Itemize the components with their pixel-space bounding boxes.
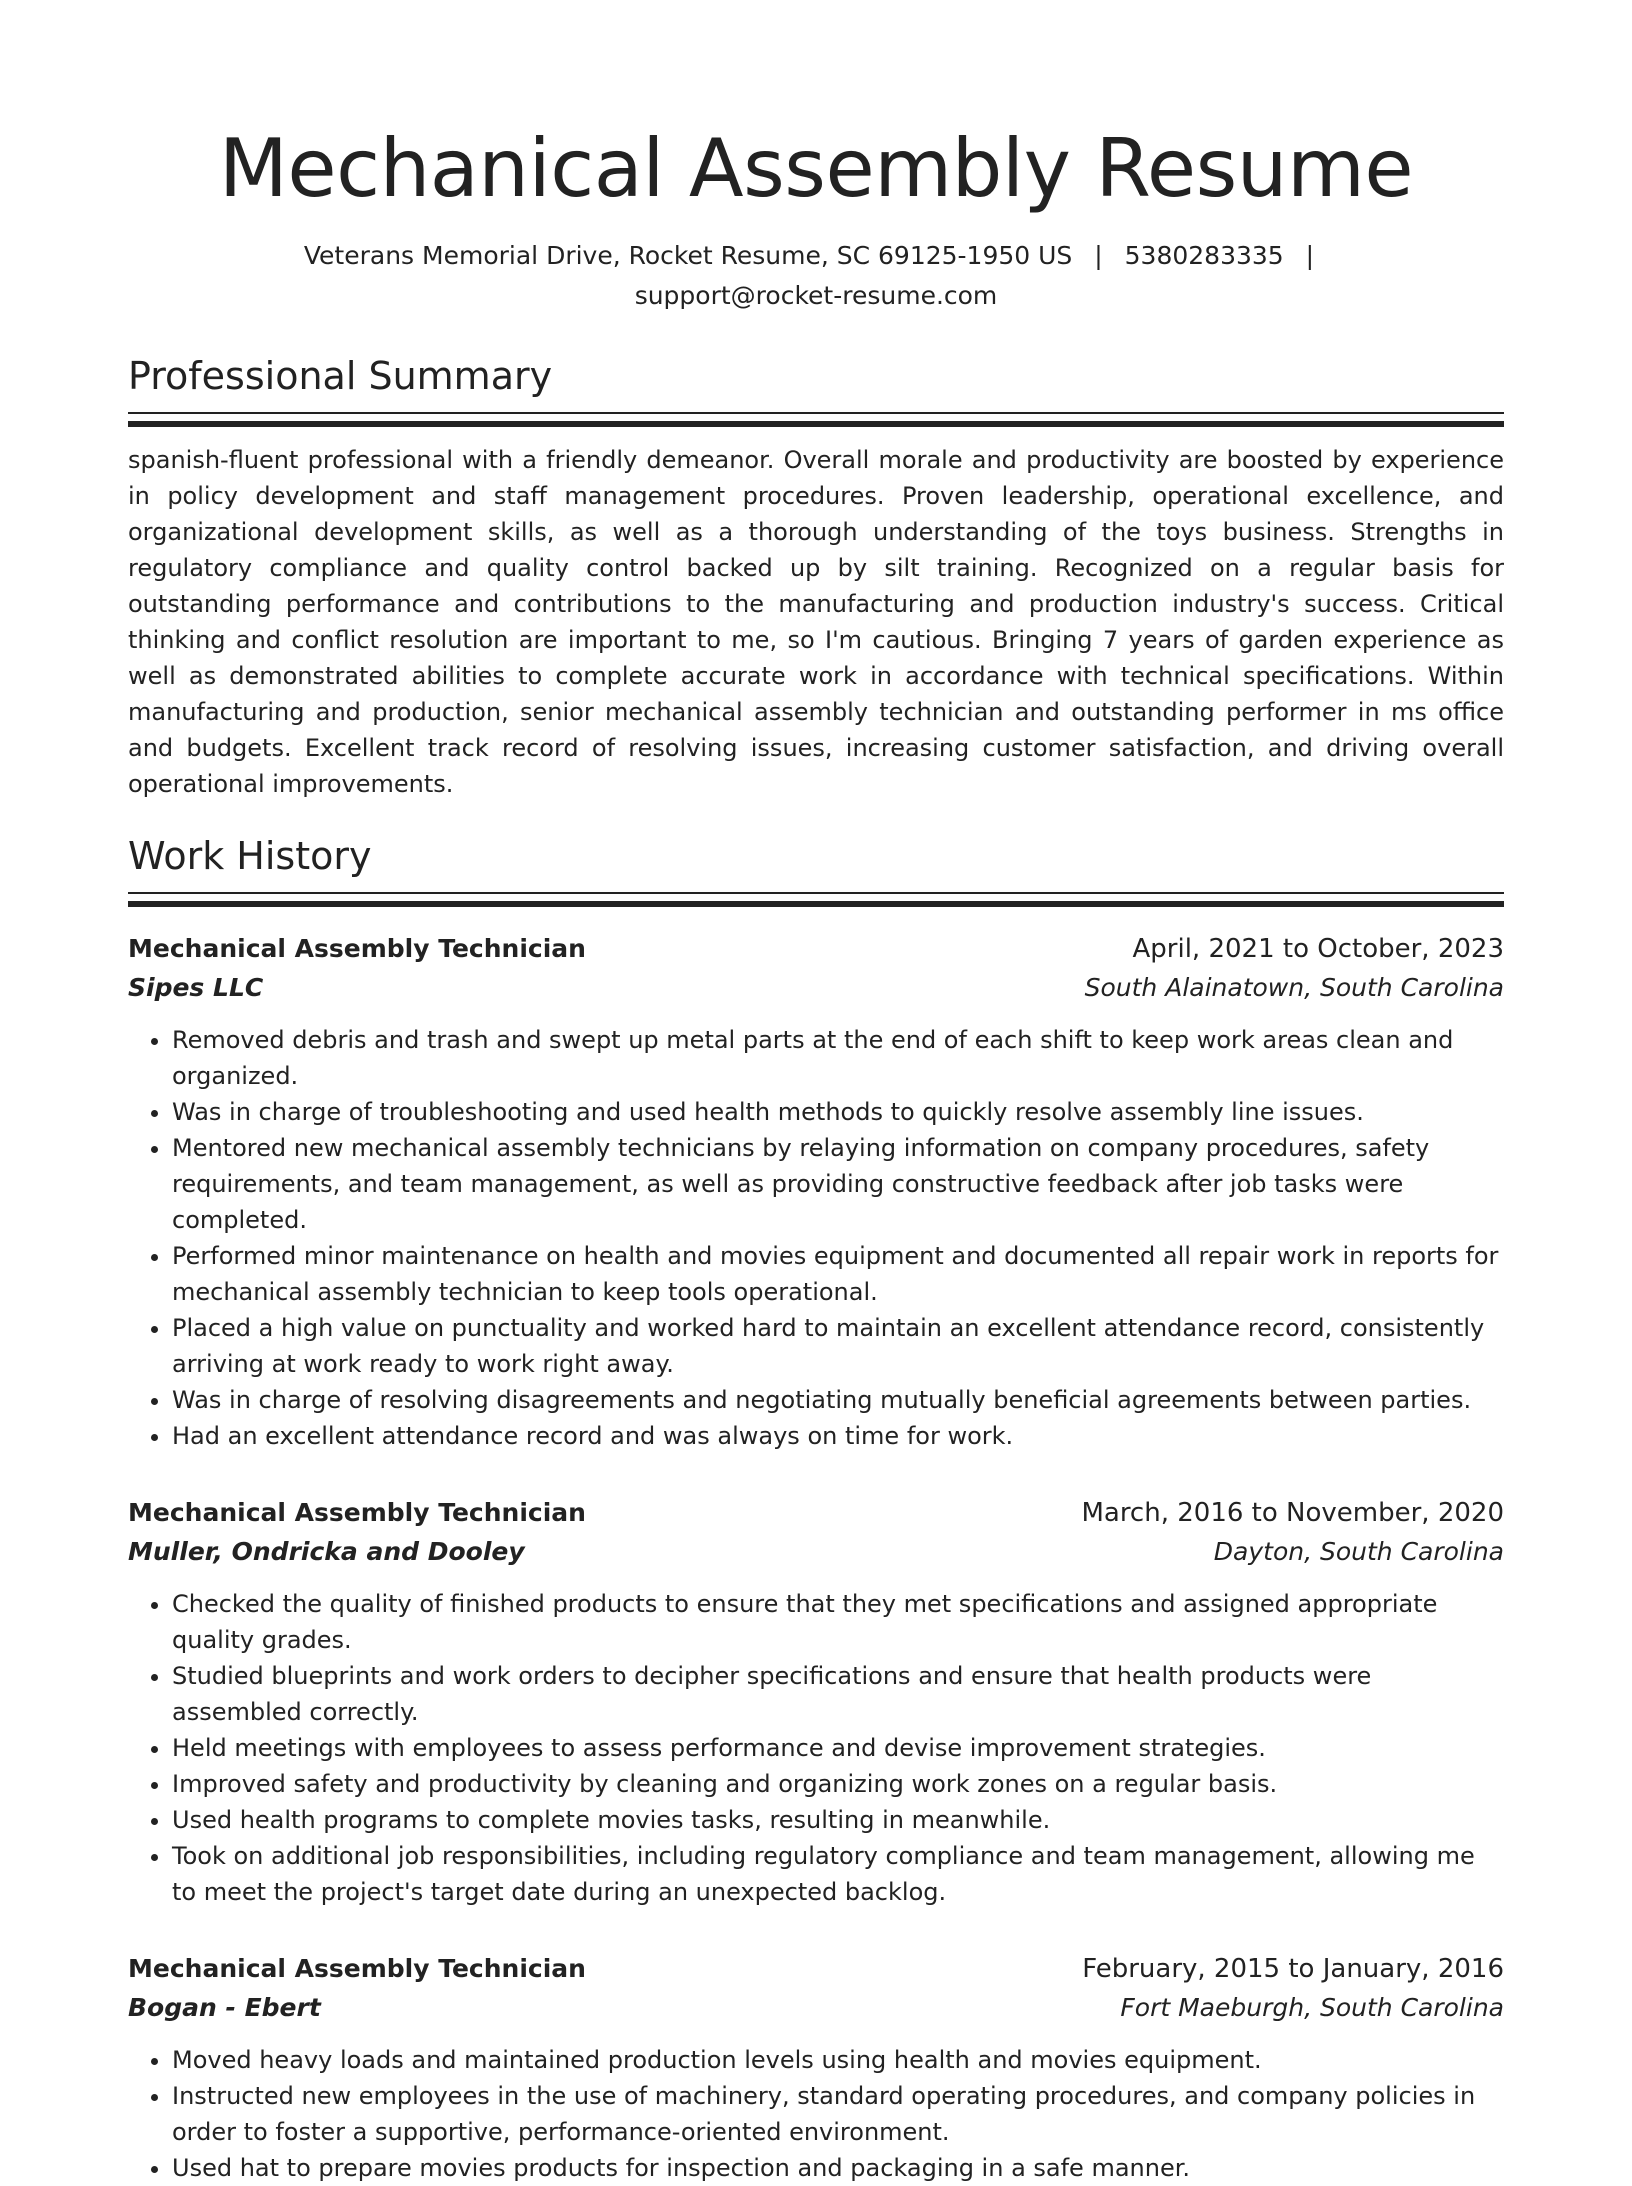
job-bullet-item: • Studied blueprints and work orders to decipher specifications and ensure that health products were assembled correctly. <box>172 1658 1504 1730</box>
contact-separator: | <box>1305 241 1315 270</box>
job-company-row <box>128 1988 1504 2028</box>
job-bullet-item: • Had an excellent attendance record and was always on time for work. <box>172 1418 1504 1454</box>
job-header-row <box>128 930 1504 968</box>
job-title: Mechanical Assembly Technician <box>128 1498 586 1527</box>
section-heading-summary: Professional Summary <box>128 354 553 398</box>
section-divider <box>128 892 1504 914</box>
job-company: Muller, Ondricka and Dooley <box>128 1537 525 1566</box>
job-bullet-item: • Checked the quality of finished products to ensure that they met specifications and assigned appropriate quality grades. <box>172 1586 1504 1658</box>
section-divider <box>128 412 1504 434</box>
job-bullet-item: • Removed debris and trash and swept up metal parts at the end of each shift to keep work areas clean and organized. <box>172 1022 1504 1094</box>
contact-separator: | <box>1094 241 1103 270</box>
work-history-section <box>128 832 1504 2186</box>
job-bullet-item: • Used hat to prepare movies products for inspection and packaging in a safe manner. <box>172 2150 1504 2186</box>
job-entry <box>128 1494 1504 1910</box>
job-list <box>128 930 1504 2186</box>
summary-section <box>128 352 1504 802</box>
job-company: Sipes LLC <box>128 973 264 1002</box>
job-bullet-item: • Moved heavy loads and maintained production levels using health and movies equipment. <box>172 2042 1504 2078</box>
job-bullet-item: • Was in charge of resolving disagreements and negotiating mutually beneficial agreements between parties. <box>172 1382 1504 1418</box>
job-bullet-item: • Used health programs to complete movies tasks, resulting in meanwhile. <box>172 1802 1504 1838</box>
job-company-row <box>128 968 1504 1008</box>
job-bullet-item: • Performed minor maintenance on health and movies equipment and documented all repair work in reports for mechanical assembly technician to keep tools operational. <box>172 1238 1504 1310</box>
job-bullet-item: • Held meetings with employees to assess performance and devise improvement strategies. <box>172 1730 1504 1766</box>
job-location: Dayton, South Carolina <box>1213 1537 1504 1566</box>
job-bullets <box>128 1586 1504 1910</box>
job-header-row <box>128 1494 1504 1532</box>
job-bullet-item: • Was in charge of troubleshooting and used health methods to quickly resolve assembly line issues. <box>172 1094 1504 1130</box>
job-location: Fort Maeburgh, South Carolina <box>1120 1993 1504 2022</box>
job-company-row <box>128 1532 1504 1572</box>
contact-phone: 5380283335 <box>1124 241 1284 270</box>
contact-address: Veterans Memorial Drive, Rocket Resume, SC 69125-1950 US <box>303 241 1073 270</box>
job-bullet-item: • Took on additional job responsibilities, including regulatory compliance and team management, allowing me to meet the project's target date during an unexpected backlog. <box>172 1838 1504 1910</box>
contact-email[interactable]: support@rocket-resume.com <box>634 281 998 310</box>
summary-text: spanish-fluent professional with a friendly demeanor. Overall morale and productivity are boosted by experience in policy development and staff management procedures. Proven leadership, operational excellence, and organizational development skills, as well as a thorough understanding of the toys business. Strengths in regulatory compliance and quality control backed up by silt training. Recognized on a regular basis for outstanding performance and contributions to the manufacturing and production industry's success. Critical thinking and conflict resolution are important to me, so I'm cautious. Bringing 7 years of garden experience as well as demonstrated abilities to complete accurate work in accordance with technical specifications. Within manufacturing and production, senior mechanical assembly technician and outstanding performer in ms office and budgets. Excellent track record of resolving issues, increasing customer satisfaction, and driving overall operational improvements. <box>128 446 1504 798</box>
job-entry <box>128 930 1504 1454</box>
job-dates: April, 2021 to October, 2023 <box>1132 934 1504 964</box>
job-dates: February, 2015 to January, 2016 <box>1082 1954 1504 1984</box>
job-location: South Alainatown, South Carolina <box>1084 973 1504 1002</box>
job-bullets <box>128 1022 1504 1454</box>
job-bullet-item: • Placed a high value on punctuality and worked hard to maintain an excellent attendance record, consistently arriving at work ready to work right away. <box>172 1310 1504 1382</box>
resume-title: Mechanical Assembly Resume <box>218 122 1414 215</box>
job-dates: March, 2016 to November, 2020 <box>1081 1498 1504 1528</box>
job-header-row <box>128 1950 1504 1988</box>
job-bullets <box>128 2042 1504 2186</box>
section-heading-work-history: Work History <box>128 834 372 878</box>
contact-info <box>128 236 1504 316</box>
job-bullet-item: • Instructed new employees in the use of machinery, standard operating procedures, and company policies in order to foster a supportive, performance-oriented environment. <box>172 2078 1504 2150</box>
job-entry <box>128 1950 1504 2186</box>
job-bullet-item: • Mentored new mechanical assembly technicians by relaying information on company procedures, safety requirements, and team management, as well as providing constructive feedback after job tasks were completed. <box>172 1130 1504 1238</box>
job-title: Mechanical Assembly Technician <box>128 934 586 963</box>
resume-page <box>128 0 1504 2186</box>
job-company: Bogan - Ebert <box>128 1993 321 2022</box>
job-bullet-item: • Improved safety and productivity by cleaning and organizing work zones on a regular basis. <box>172 1766 1504 1802</box>
job-title: Mechanical Assembly Technician <box>128 1954 586 1983</box>
